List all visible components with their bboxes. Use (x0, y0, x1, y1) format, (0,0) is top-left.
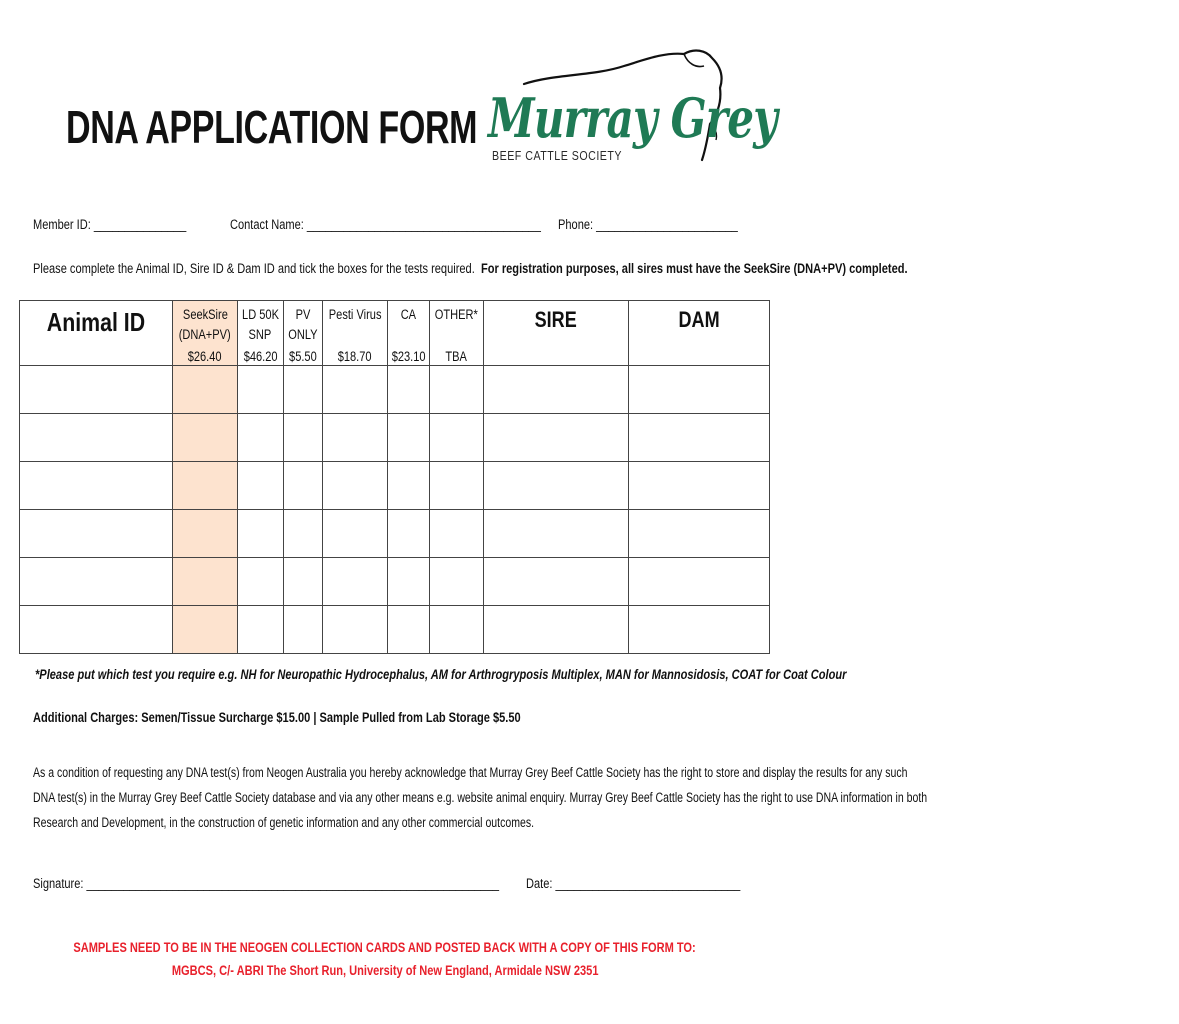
ca-checkbox-cell[interactable] (388, 510, 430, 558)
pesti-checkbox-cell[interactable] (322, 606, 387, 654)
footer-line-2: MGBCS, C/- ABRI The Short Run, University of New England, Armidale NSW 2351 (171, 963, 599, 978)
logo-subtitle-text: BEEF CATTLE SOCIETY (492, 148, 622, 163)
pv-checkbox-cell[interactable] (283, 510, 322, 558)
test-code-note (35, 667, 1025, 682)
seeksire-checkbox-cell[interactable] (173, 414, 237, 462)
animal-id-cell[interactable] (20, 558, 173, 606)
header-other: OTHER* TBA (430, 301, 484, 366)
header-animal-id: Animal ID (20, 301, 173, 366)
other-checkbox-cell[interactable] (430, 462, 484, 510)
ca-checkbox-cell[interactable] (388, 366, 430, 414)
table-row (20, 366, 770, 414)
table-row (20, 414, 770, 462)
logo-wordmark (488, 86, 858, 150)
header-dam: DAM (629, 301, 770, 366)
instructions (33, 261, 1100, 276)
ld50k-checkbox-cell[interactable] (237, 606, 283, 654)
instructions-text: Please complete the Animal ID, Sire ID & Dam ID and tick the boxes for the tests required. (33, 261, 475, 276)
table-row (20, 462, 770, 510)
member-id-label: Member ID: _______________ (33, 217, 187, 232)
seeksire-checkbox-cell[interactable] (173, 366, 237, 414)
instructions-line (33, 261, 908, 276)
ca-checkbox-cell[interactable] (388, 606, 430, 654)
consent-line-2: DNA test(s) in the Murray Grey Beef Cattle Society database and via any other means e.g. website animal enquiry. Murray Grey Beef Cattle Society has the right to use DNA information in both (33, 790, 928, 805)
header-sire: SIRE (483, 301, 628, 366)
other-checkbox-cell[interactable] (430, 366, 484, 414)
sire-id-cell[interactable] (483, 366, 628, 414)
charges-text: Additional Charges: Semen/Tissue Surcharge $15.00 | Sample Pulled from Lab Storage $5.50 (33, 710, 521, 725)
seeksire-checkbox-cell[interactable] (173, 558, 237, 606)
consent-paragraph (33, 760, 1179, 835)
footer-instruction (0, 940, 770, 955)
contact-name-label: Contact Name: ______________________________________ (230, 217, 541, 232)
additional-charges (33, 710, 628, 725)
price-pesti: $18.70 (337, 349, 372, 364)
dam-id-cell[interactable] (629, 366, 770, 414)
sire-id-cell[interactable] (483, 606, 628, 654)
other-checkbox-cell[interactable] (430, 606, 484, 654)
footer-line-1: SAMPLES NEED TO BE IN THE NEOGEN COLLECTION CARDS AND POSTED BACK WITH A COPY OF THIS FORM TO: (73, 940, 697, 955)
header-ca: CA $23.10 (388, 301, 430, 366)
pesti-checkbox-cell[interactable] (322, 558, 387, 606)
sire-id-cell[interactable] (483, 510, 628, 558)
other-checkbox-cell[interactable] (430, 414, 484, 462)
note-text: *Please put which test you require e.g. NH for Neuropathic Hydrocephalus, AM for Arthrogryposis Multiplex, MAN for Mannosidosis, COAT for Coat Colour (35, 667, 847, 682)
header-seeksire: SeekSire (DNA+PV) $26.40 (173, 301, 237, 366)
ca-checkbox-cell[interactable] (388, 414, 430, 462)
ld50k-checkbox-cell[interactable] (237, 558, 283, 606)
pesti-checkbox-cell[interactable] (322, 366, 387, 414)
seeksire-checkbox-cell[interactable] (173, 462, 237, 510)
header-pv-only: PV ONLY $5.50 (283, 301, 322, 366)
phone-field[interactable] (558, 217, 777, 232)
table-row (20, 510, 770, 558)
contact-name-field[interactable] (230, 217, 609, 232)
signature-label: Signature: ___________________________________________________________________ (33, 876, 500, 891)
animal-id-cell[interactable] (20, 366, 173, 414)
animal-id-cell[interactable] (20, 510, 173, 558)
dam-id-cell[interactable] (629, 462, 770, 510)
form-title-text: DNA APPLICATION FORM (66, 101, 478, 153)
phone-label: Phone: _______________________ (558, 217, 738, 232)
consent-line-1: As a condition of requesting any DNA test(s) from Neogen Australia you hereby acknowledge that Murray Grey Beef Cattle Society has the right to store and display the results for any such (33, 765, 908, 780)
ca-checkbox-cell[interactable] (388, 558, 430, 606)
ld50k-checkbox-cell[interactable] (237, 462, 283, 510)
sire-id-cell[interactable] (483, 462, 628, 510)
dam-id-cell[interactable] (629, 510, 770, 558)
pv-checkbox-cell[interactable] (283, 558, 322, 606)
dam-id-cell[interactable] (629, 606, 770, 654)
price-other: TBA (445, 349, 468, 364)
member-id-field[interactable] (33, 217, 220, 232)
price-ld50k: $46.20 (243, 349, 278, 364)
table-row (20, 558, 770, 606)
price-seeksire: $26.40 (188, 349, 223, 364)
sire-id-cell[interactable] (483, 558, 628, 606)
price-ca: $23.10 (391, 349, 426, 364)
table-row (20, 606, 770, 654)
animal-id-cell[interactable] (20, 606, 173, 654)
ca-checkbox-cell[interactable] (388, 462, 430, 510)
consent-line-3: Research and Development, in the construction of genetic information and any other commercial outcomes. (33, 815, 535, 830)
test-request-table (19, 300, 770, 654)
ld50k-checkbox-cell[interactable] (237, 366, 283, 414)
footer-address (0, 963, 770, 978)
logo-name-text: Murray Grey (488, 86, 777, 150)
instructions-bold: For registration purposes, all sires must have the SeekSire (DNA+PV) completed. (480, 261, 908, 276)
pesti-checkbox-cell[interactable] (322, 414, 387, 462)
ld50k-checkbox-cell[interactable] (237, 414, 283, 462)
logo-subtitle (492, 148, 651, 163)
signature-field[interactable] (33, 876, 601, 891)
pesti-checkbox-cell[interactable] (322, 462, 387, 510)
pv-checkbox-cell[interactable] (283, 366, 322, 414)
pv-checkbox-cell[interactable] (283, 606, 322, 654)
animal-id-cell[interactable] (20, 462, 173, 510)
header-ld50k: LD 50K SNP $46.20 (237, 301, 283, 366)
date-label: Date: ______________________________ (526, 876, 741, 891)
pv-checkbox-cell[interactable] (283, 462, 322, 510)
dam-id-cell[interactable] (629, 414, 770, 462)
pv-checkbox-cell[interactable] (283, 414, 322, 462)
murray-grey-logo (484, 44, 777, 184)
price-pv: $5.50 (288, 349, 317, 364)
seeksire-checkbox-cell[interactable] (173, 510, 237, 558)
date-field[interactable] (526, 876, 787, 891)
sire-id-cell[interactable] (483, 414, 628, 462)
animal-id-cell[interactable] (20, 414, 173, 462)
dam-id-cell[interactable] (629, 558, 770, 606)
header-pesti-virus: Pesti Virus $18.70 (322, 301, 387, 366)
other-checkbox-cell[interactable] (430, 558, 484, 606)
seeksire-checkbox-cell[interactable] (173, 606, 237, 654)
ld50k-checkbox-cell[interactable] (237, 510, 283, 558)
other-checkbox-cell[interactable] (430, 510, 484, 558)
table-header-row (20, 301, 770, 366)
pesti-checkbox-cell[interactable] (322, 510, 387, 558)
